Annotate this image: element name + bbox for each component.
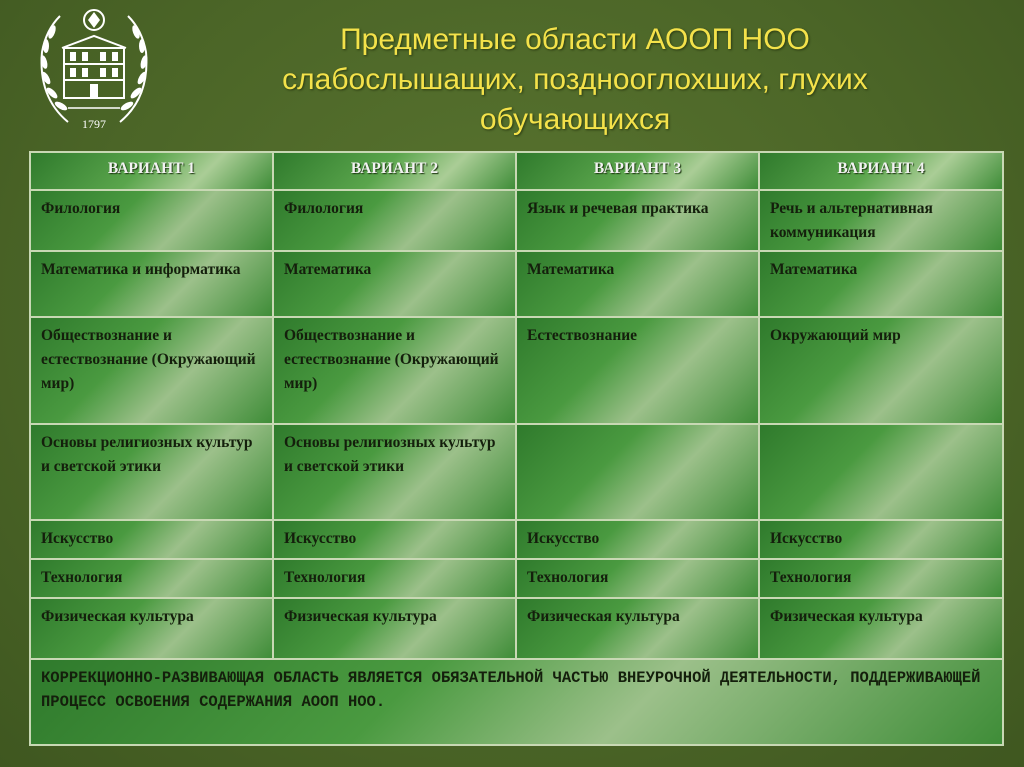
table-cell-empty xyxy=(759,424,1003,520)
table-cell: Технология xyxy=(273,559,516,598)
table-cell: Технология xyxy=(516,559,759,598)
table-cell: Обществознание и естествознание (Окружающий мир) xyxy=(273,317,516,424)
header-variant-4: ВАРИАНТ 4 xyxy=(759,152,1003,190)
table-row xyxy=(30,317,1003,424)
table-header-row xyxy=(30,152,1003,190)
table-row xyxy=(30,424,1003,520)
table-cell: Технология xyxy=(759,559,1003,598)
table-cell: Математика xyxy=(273,251,516,317)
table-cell: Основы религиозных культур и светской этики xyxy=(273,424,516,520)
table-cell: Речь и альтернативная коммуникация xyxy=(759,190,1003,251)
table-cell-empty xyxy=(516,424,759,520)
subject-areas-table xyxy=(29,151,1004,746)
correctional-area-note: КОРРЕКЦИОННО-РАЗВИВАЮЩАЯ ОБЛАСТЬ ЯВЛЯЕТСЯ ОБЯЗАТЕЛЬНОЙ ЧАСТЬЮ ВНЕУРОЧНОЙ ДЕЯТЕЛЬНОСТИ, ПОДДЕРЖИВАЮЩЕЙ ПРОЦЕСС ОСВОЕНИЯ СОДЕРЖАНИЯ АООП НОО. xyxy=(30,659,1003,745)
table-cell: Филология xyxy=(273,190,516,251)
table-cell: Окружающий мир xyxy=(759,317,1003,424)
header-variant-2: ВАРИАНТ 2 xyxy=(273,152,516,190)
table-cell: Физическая культура xyxy=(759,598,1003,659)
table-cell: Искусство xyxy=(516,520,759,559)
table-cell: Математика и информатика xyxy=(30,251,273,317)
table-row xyxy=(30,598,1003,659)
table-footer-row xyxy=(30,659,1003,745)
table-row xyxy=(30,251,1003,317)
table-cell: Обществознание и естествознание (Окружающий мир) xyxy=(30,317,273,424)
table-cell: Искусство xyxy=(759,520,1003,559)
table-cell: Физическая культура xyxy=(273,598,516,659)
slide-title xyxy=(170,20,980,140)
table-cell: Физическая культура xyxy=(516,598,759,659)
table-cell: Искусство xyxy=(30,520,273,559)
table-row xyxy=(30,190,1003,251)
table-cell: Физическая культура xyxy=(30,598,273,659)
table-cell: Естествознание xyxy=(516,317,759,424)
table-cell: Математика xyxy=(516,251,759,317)
table-cell: Искусство xyxy=(273,520,516,559)
table-row xyxy=(30,559,1003,598)
university-logo xyxy=(28,2,160,134)
title-line-2: слабослышащих, позднооглохших, глухих xyxy=(282,63,868,96)
table-cell: Основы религиозных культур и светской этики xyxy=(30,424,273,520)
table-row xyxy=(30,520,1003,559)
table-cell: Математика xyxy=(759,251,1003,317)
table-cell: Филология xyxy=(30,190,273,251)
table-cell: Язык и речевая практика xyxy=(516,190,759,251)
svg-text:1797: 1797 xyxy=(82,117,106,131)
header-variant-3: ВАРИАНТ 3 xyxy=(516,152,759,190)
table-cell: Технология xyxy=(30,559,273,598)
header-variant-1: ВАРИАНТ 1 xyxy=(30,152,273,190)
title-line-3: обучающихся xyxy=(479,103,671,136)
title-line-1: Предметные области АООП НОО xyxy=(340,23,810,56)
